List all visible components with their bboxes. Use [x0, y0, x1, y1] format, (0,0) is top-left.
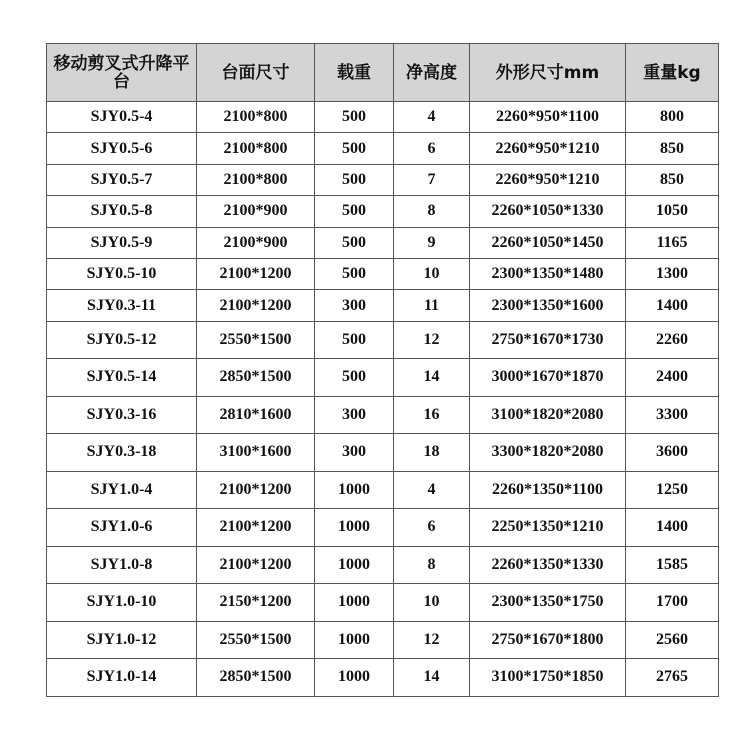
cell-dimensions: 3000*1670*1870 [470, 359, 626, 397]
cell-weight: 1700 [626, 584, 719, 622]
cell-height: 12 [394, 621, 470, 659]
cell-height: 16 [394, 396, 470, 434]
cell-platform-size: 2550*1500 [197, 321, 315, 359]
cell-height: 18 [394, 434, 470, 472]
table-row [47, 133, 719, 164]
table-row [47, 434, 719, 472]
cell-model: SJY0.3-18 [47, 434, 197, 472]
cell-weight: 1400 [626, 509, 719, 547]
cell-model: SJY1.0-12 [47, 621, 197, 659]
cell-load: 300 [315, 290, 394, 321]
cell-platform-size: 2100*1200 [197, 509, 315, 547]
cell-height: 4 [394, 102, 470, 133]
cell-model: SJY0.5-14 [47, 359, 197, 397]
cell-dimensions: 2300*1350*1750 [470, 584, 626, 622]
header-dimensions: 外形尺寸mm [470, 44, 626, 102]
cell-dimensions: 3100*1750*1850 [470, 659, 626, 697]
cell-weight: 1400 [626, 290, 719, 321]
cell-weight: 2400 [626, 359, 719, 397]
cell-height: 4 [394, 471, 470, 509]
cell-height: 10 [394, 584, 470, 622]
header-weight: 重量kg [626, 44, 719, 102]
table-row [47, 584, 719, 622]
cell-height: 9 [394, 227, 470, 258]
table-row [47, 227, 719, 258]
cell-dimensions: 2260*950*1210 [470, 133, 626, 164]
table-row [47, 258, 719, 289]
cell-height: 10 [394, 258, 470, 289]
table-row [47, 621, 719, 659]
cell-height: 6 [394, 133, 470, 164]
cell-dimensions: 2300*1350*1600 [470, 290, 626, 321]
cell-load: 300 [315, 396, 394, 434]
cell-platform-size: 2150*1200 [197, 584, 315, 622]
header-height: 净高度 [394, 44, 470, 102]
cell-dimensions: 3100*1820*2080 [470, 396, 626, 434]
cell-load: 500 [315, 258, 394, 289]
cell-dimensions: 2750*1670*1800 [470, 621, 626, 659]
table-row [47, 196, 719, 227]
cell-dimensions: 2260*1050*1450 [470, 227, 626, 258]
spec-table-container [46, 43, 718, 697]
cell-load: 500 [315, 102, 394, 133]
cell-platform-size: 2550*1500 [197, 621, 315, 659]
cell-platform-size: 2100*1200 [197, 471, 315, 509]
cell-model: SJY0.5-10 [47, 258, 197, 289]
header-row [47, 44, 719, 102]
cell-height: 12 [394, 321, 470, 359]
header-platform-size: 台面尺寸 [197, 44, 315, 102]
cell-dimensions: 2260*950*1210 [470, 164, 626, 195]
cell-weight: 1250 [626, 471, 719, 509]
cell-dimensions: 2300*1350*1480 [470, 258, 626, 289]
cell-load: 1000 [315, 509, 394, 547]
cell-platform-size: 3100*1600 [197, 434, 315, 472]
cell-model: SJY1.0-4 [47, 471, 197, 509]
cell-platform-size: 2100*800 [197, 102, 315, 133]
cell-height: 7 [394, 164, 470, 195]
table-row [47, 509, 719, 547]
cell-weight: 1050 [626, 196, 719, 227]
header-model: 移动剪叉式升降平台 [47, 44, 197, 102]
cell-load: 1000 [315, 471, 394, 509]
cell-weight: 2260 [626, 321, 719, 359]
table-row [47, 471, 719, 509]
table-row [47, 546, 719, 584]
cell-height: 14 [394, 359, 470, 397]
table-row [47, 396, 719, 434]
cell-model: SJY0.3-11 [47, 290, 197, 321]
cell-model: SJY0.5-12 [47, 321, 197, 359]
cell-dimensions: 3300*1820*2080 [470, 434, 626, 472]
table-row [47, 321, 719, 359]
cell-load: 500 [315, 359, 394, 397]
cell-model: SJY1.0-10 [47, 584, 197, 622]
cell-model: SJY0.5-8 [47, 196, 197, 227]
header-load: 载重 [315, 44, 394, 102]
cell-weight: 1585 [626, 546, 719, 584]
table-row [47, 359, 719, 397]
table-row [47, 659, 719, 697]
cell-load: 500 [315, 164, 394, 195]
spec-table [46, 43, 719, 697]
cell-dimensions: 2260*1350*1100 [470, 471, 626, 509]
table-row [47, 102, 719, 133]
cell-model: SJY1.0-6 [47, 509, 197, 547]
cell-dimensions: 2750*1670*1730 [470, 321, 626, 359]
cell-dimensions: 2260*1350*1330 [470, 546, 626, 584]
cell-platform-size: 2100*900 [197, 196, 315, 227]
cell-platform-size: 2100*800 [197, 133, 315, 164]
cell-platform-size: 2100*900 [197, 227, 315, 258]
cell-weight: 2560 [626, 621, 719, 659]
cell-dimensions: 2260*950*1100 [470, 102, 626, 133]
cell-load: 1000 [315, 584, 394, 622]
cell-weight: 1165 [626, 227, 719, 258]
cell-platform-size: 2100*1200 [197, 290, 315, 321]
cell-load: 500 [315, 321, 394, 359]
cell-platform-size: 2850*1500 [197, 359, 315, 397]
cell-load: 500 [315, 227, 394, 258]
cell-model: SJY0.3-16 [47, 396, 197, 434]
cell-load: 1000 [315, 546, 394, 584]
table-row [47, 164, 719, 195]
cell-load: 300 [315, 434, 394, 472]
cell-weight: 2765 [626, 659, 719, 697]
cell-height: 8 [394, 546, 470, 584]
cell-weight: 850 [626, 133, 719, 164]
cell-platform-size: 2100*800 [197, 164, 315, 195]
cell-model: SJY0.5-4 [47, 102, 197, 133]
cell-load: 1000 [315, 621, 394, 659]
cell-weight: 3300 [626, 396, 719, 434]
table-row [47, 290, 719, 321]
cell-model: SJY0.5-9 [47, 227, 197, 258]
cell-weight: 1300 [626, 258, 719, 289]
cell-platform-size: 2850*1500 [197, 659, 315, 697]
cell-load: 500 [315, 133, 394, 164]
cell-weight: 800 [626, 102, 719, 133]
cell-model: SJY1.0-8 [47, 546, 197, 584]
cell-weight: 850 [626, 164, 719, 195]
cell-height: 8 [394, 196, 470, 227]
cell-load: 500 [315, 196, 394, 227]
cell-platform-size: 2100*1200 [197, 258, 315, 289]
cell-platform-size: 2810*1600 [197, 396, 315, 434]
cell-load: 1000 [315, 659, 394, 697]
cell-height: 14 [394, 659, 470, 697]
cell-model: SJY0.5-6 [47, 133, 197, 164]
cell-dimensions: 2260*1050*1330 [470, 196, 626, 227]
cell-model: SJY1.0-14 [47, 659, 197, 697]
cell-dimensions: 2250*1350*1210 [470, 509, 626, 547]
cell-height: 6 [394, 509, 470, 547]
cell-platform-size: 2100*1200 [197, 546, 315, 584]
cell-model: SJY0.5-7 [47, 164, 197, 195]
cell-weight: 3600 [626, 434, 719, 472]
cell-height: 11 [394, 290, 470, 321]
